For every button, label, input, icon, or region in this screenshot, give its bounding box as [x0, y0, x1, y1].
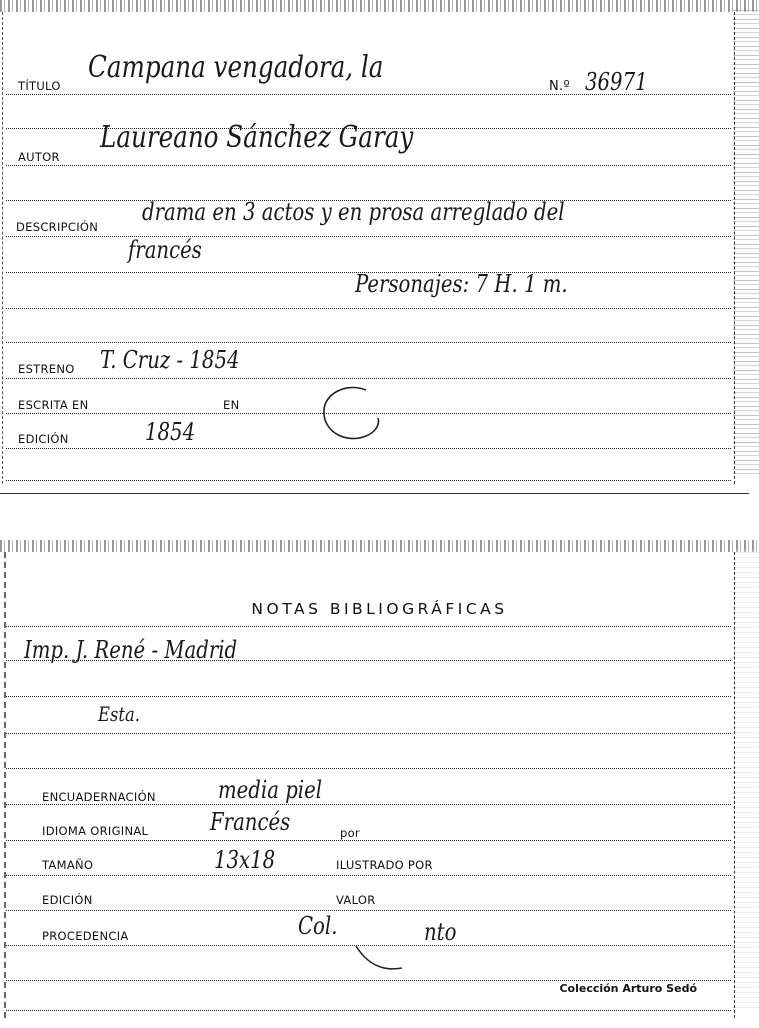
- rule-line: [6, 626, 731, 627]
- personajes-value: Personajes: 7 H. 1 m.: [355, 270, 568, 298]
- rule-line: [6, 1010, 731, 1011]
- titulo-label: TÍTULO: [18, 79, 61, 93]
- autor-value: Laureano Sánchez Garay: [100, 120, 414, 155]
- card-top-edge: [0, 0, 759, 12]
- numero-value: 36971: [585, 68, 648, 96]
- rule-line: [6, 342, 731, 343]
- procedencia-label: PROCEDENCIA: [42, 929, 129, 943]
- rule-line: [6, 696, 731, 697]
- card-left-border: [2, 12, 3, 484]
- idioma-label: IDIOMA ORIGINAL: [42, 824, 149, 838]
- collection-credit: Colección Arturo Sedó: [559, 982, 697, 995]
- pen-stroke-mark: [352, 940, 412, 980]
- card-top-edge: [0, 540, 759, 552]
- card-right-border: [734, 12, 735, 484]
- estreno-label: ESTRENO: [18, 362, 75, 376]
- card-left-border: [4, 552, 6, 1018]
- procedencia-extra: nto: [424, 918, 457, 946]
- rule-line: [6, 910, 731, 911]
- rule-line: [6, 165, 731, 166]
- autor-label: AUTOR: [18, 150, 60, 164]
- tamano-label: TAMAÑO: [42, 858, 94, 872]
- notas-heading: NOTAS BIBLIOGRÁFICAS: [251, 600, 508, 618]
- card-bottom-border: [0, 493, 749, 494]
- rule-line: [6, 480, 731, 481]
- catalog-card-front: [0, 0, 759, 494]
- rule-line: [6, 768, 731, 769]
- descripcion-line2: francés: [128, 236, 202, 264]
- notes-line2: Esta.: [98, 702, 140, 726]
- rule-line: [6, 840, 731, 841]
- estreno-value: T. Cruz - 1854: [100, 346, 240, 374]
- en-label: EN: [223, 398, 240, 412]
- descripcion-line1: drama en 3 actos y en prosa arreglado del: [142, 198, 565, 226]
- ilustrado-label: ILUSTRADO POR: [336, 858, 433, 872]
- rule-line: [6, 236, 731, 237]
- por-label: por: [340, 826, 360, 840]
- escrita-en-label: ESCRITA EN: [18, 398, 89, 412]
- procedencia-value: Col.: [298, 912, 338, 940]
- catalog-card-back: [0, 540, 759, 1028]
- card-right-edge: [733, 10, 759, 474]
- titulo-value: Campana vengadora, la: [88, 50, 384, 85]
- valor-label: VALOR: [336, 893, 376, 907]
- punch-hole-mark: [316, 382, 386, 446]
- rule-line: [6, 804, 731, 805]
- rule-line: [6, 448, 731, 449]
- encuadernacion-label: ENCUADERNACIÓN: [42, 790, 156, 804]
- descripcion-label: DESCRIPCIÓN: [16, 220, 99, 234]
- edicion-value: 1854: [145, 418, 196, 446]
- rule-line: [6, 308, 731, 309]
- tamano-value: 13x18: [214, 846, 276, 874]
- rule-line: [6, 980, 731, 981]
- card-right-edge: [733, 550, 759, 1008]
- rule-line: [6, 875, 731, 876]
- encuadernacion-value: media piel: [218, 776, 323, 804]
- rule-line: [6, 733, 731, 734]
- edicion-back-label: EDICIÓN: [42, 893, 93, 907]
- idioma-value: Francés: [210, 808, 291, 836]
- numero-label: N.º: [549, 79, 570, 94]
- edicion-label: EDICIÓN: [18, 432, 69, 446]
- rule-line: [6, 378, 731, 379]
- card-right-border: [734, 552, 735, 1018]
- notes-line1: Imp. J. René - Madrid: [24, 636, 238, 664]
